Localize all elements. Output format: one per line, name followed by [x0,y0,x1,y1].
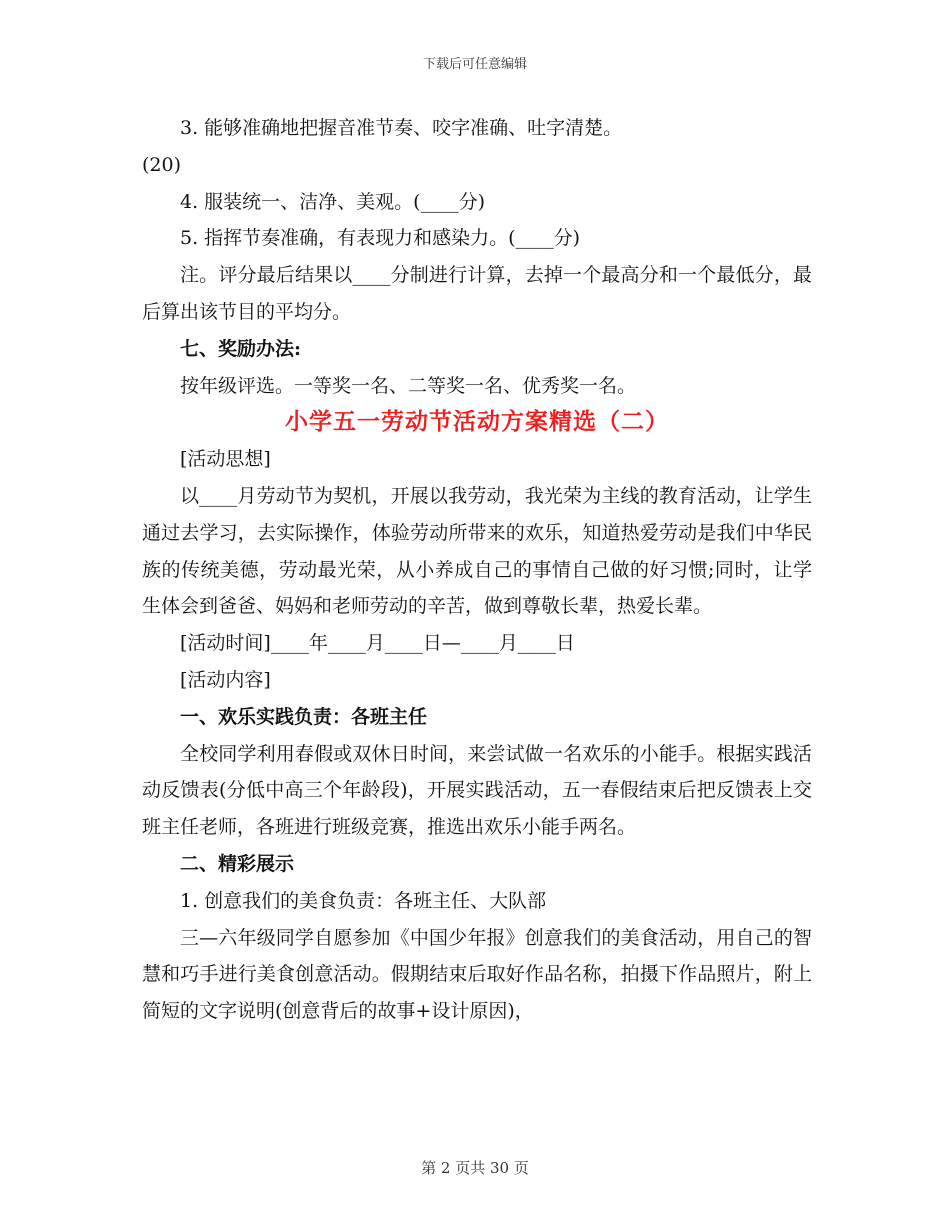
paragraph-happy-practice: 全校同学利用春假或双休日时间，来尝试做一名欢乐的小能手。根据实践活动反馈表(分低中高三个年龄段)，开展实践活动，五一春假结束后把反馈表上交班主任老师，各班进行班级竞赛，推选出欢乐小能手两名。 [142,742,812,839]
subheading-activity-idea: [活动思想] [180,448,271,471]
activity-time: [活动时间]____年____月____日—____月____日 [180,632,575,655]
heading-happy-practice: 一、欢乐实践负责：各班主任 [180,705,428,728]
document-body [142,110,812,1030]
heading-showcase: 二、精彩展示 [180,852,295,875]
scoring-note: 注。评分最后结果以____分制进行计算，去掉一个最高分和一个最低分，最后算出该节目的平均分。 [142,264,812,323]
section-heading-rewards: 七、奖励办法: [180,337,302,360]
page-footer: 第 2 页共 30 页 [421,1159,529,1177]
criterion-3: 3. 能够准确地把握音准节奏、咬字准确、吐字清楚。 [180,117,623,139]
paragraph-activity-idea: 以____月劳动节为契机，开展以我劳动，我光荣为主线的教育活动，让学生通过去学习，去实际操作，体验劳动所带来的欢乐，知道热爱劳动是我们中华民族的传统美德，劳动最光荣，从小养成自己的事情自己做的好习惯;同时，让学生体会到爸爸、妈妈和老师劳动的辛苦，做到尊敬长辈，热爱长辈。 [142,484,812,618]
criterion-4: 4. 服装统一、洁净、美观。(____分) [180,190,485,213]
page-header: 下载后可任意编辑 [422,57,527,72]
criterion-3-score: (20) [142,153,182,176]
criterion-5: 5. 指挥节奏准确，有表现力和感染力。(____分) [180,227,580,250]
showcase-item-1: 1. 创意我们的美食负责：各班主任、大队部 [180,889,547,912]
subheading-activity-content: [活动内容] [180,668,271,691]
section-title: 小学五一劳动节活动方案精选（二） [285,408,669,436]
paragraph-food-creativity: 三—六年级同学自愿参加《中国少年报》创意我们的美食活动，用自己的智慧和巧手进行美食创意活动。假期结束后取好作品名称，拍摄下作品照片，附上简短的文字说明(创意背后的故事+设计原因)， [142,926,812,1023]
rewards-text: 按年级评选。一等奖一名、二等奖一名、优秀奖一名。 [180,374,637,397]
